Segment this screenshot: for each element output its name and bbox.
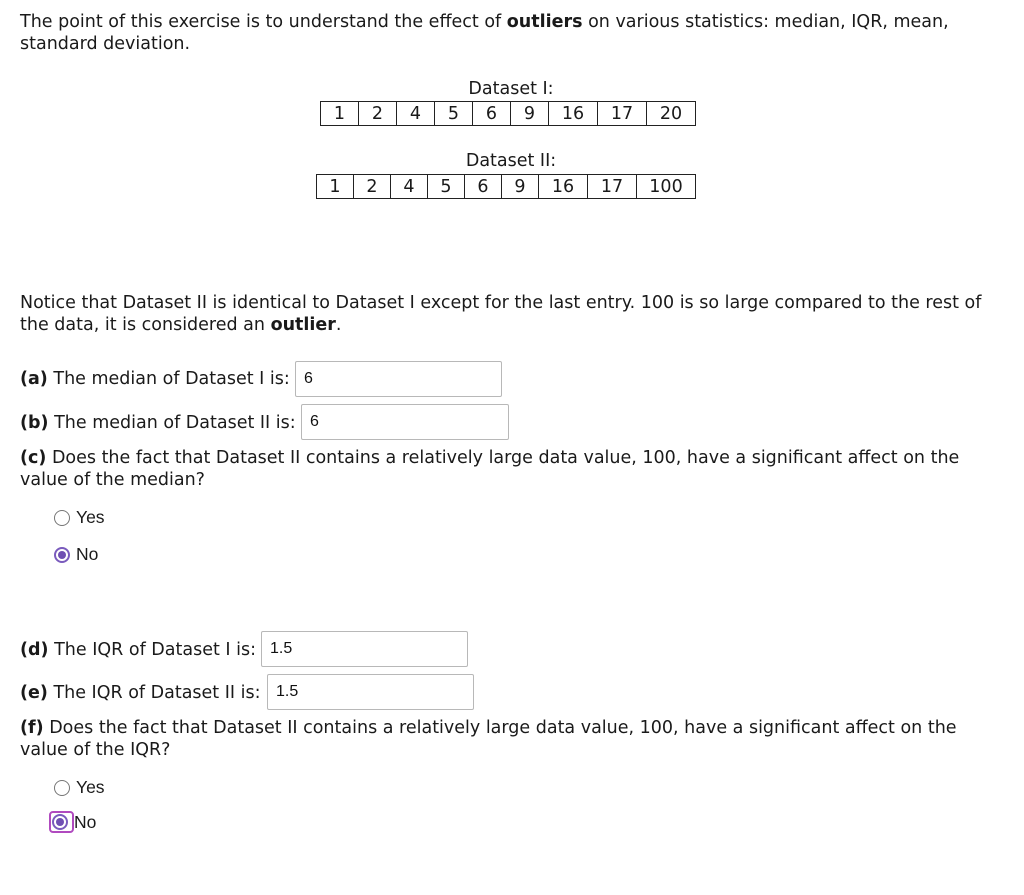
dataset2-cell: 5 <box>428 175 465 199</box>
option-no-label: No <box>74 811 97 832</box>
notice-text: Notice that Dataset II is identical to Dataset I except for the last entry. 100 is so large compared to the rest of the data, it is considered an <box>20 293 982 335</box>
question-a-text: The median of Dataset I is: <box>47 369 290 389</box>
question-b-label: (b) <box>20 413 49 433</box>
dataset2-table <box>316 174 696 199</box>
dataset2-cell: 2 <box>354 175 391 199</box>
intro-text-end: on various statistics: median, IQR, mean, standard deviation. <box>20 12 949 54</box>
dataset2-cell: 16 <box>539 175 588 199</box>
question-a-label: (a) <box>20 369 48 389</box>
option-yes-label: Yes <box>76 507 105 527</box>
dataset2-cell: 9 <box>502 175 539 199</box>
question-f-text: Does the fact that Dataset II contains a relatively large data value, 100, have a significant affect on the value of the IQR? <box>20 718 957 760</box>
dataset1-cell: 1 <box>321 102 359 126</box>
dataset1-cell: 9 <box>511 102 549 126</box>
question-a <box>20 369 290 389</box>
question-c <box>20 447 990 491</box>
radio-unchecked-icon[interactable] <box>54 780 70 796</box>
dataset1-cell: 17 <box>598 102 647 126</box>
dataset1-title: Dataset I: <box>468 79 554 99</box>
dataset2-cell: 1 <box>317 175 354 199</box>
question-f-label: (f) <box>20 718 44 738</box>
iqr-dataset2-input[interactable] <box>267 674 474 710</box>
dataset1-cell: 16 <box>549 102 598 126</box>
question-d-text: The IQR of Dataset I is: <box>48 640 256 660</box>
radio-focus-ring[interactable] <box>49 811 74 833</box>
dataset2-cell: 6 <box>465 175 502 199</box>
question-e <box>20 683 261 703</box>
option-no-label: No <box>76 544 99 564</box>
intro-paragraph <box>20 11 990 55</box>
dataset1-cell: 5 <box>435 102 473 126</box>
notice-paragraph <box>20 292 990 336</box>
question-f <box>20 717 990 761</box>
question-c-option-yes[interactable] <box>54 507 105 528</box>
radio-checked-icon[interactable] <box>52 814 68 830</box>
dataset1-cell: 20 <box>647 102 696 126</box>
dataset1-cell: 6 <box>473 102 511 126</box>
intro-text: The point of this exercise is to understand the effect of <box>20 12 507 32</box>
radio-checked-icon[interactable] <box>54 547 70 563</box>
dataset1-table <box>320 101 696 126</box>
option-yes-label: Yes <box>76 777 105 797</box>
question-d-label: (d) <box>20 640 49 660</box>
notice-text-end: . <box>335 315 342 335</box>
question-b-text: The median of Dataset II is: <box>48 413 296 433</box>
dataset2-cell: 17 <box>588 175 637 199</box>
dataset2-cell: 100 <box>637 175 696 199</box>
radio-unchecked-icon[interactable] <box>54 510 70 526</box>
notice-bold-outlier: outlier <box>270 315 336 335</box>
median-dataset1-input[interactable] <box>295 361 502 397</box>
question-c-option-no[interactable] <box>54 544 98 565</box>
question-e-text: The IQR of Dataset II is: <box>47 683 261 703</box>
dataset1-cell: 2 <box>359 102 397 126</box>
intro-bold-outliers: outliers <box>506 12 583 32</box>
question-c-label: (c) <box>20 448 47 468</box>
iqr-dataset1-input[interactable] <box>261 631 468 667</box>
dataset2-title: Dataset II: <box>465 151 557 171</box>
dataset1-cell: 4 <box>397 102 435 126</box>
question-c-text: Does the fact that Dataset II contains a relatively large data value, 100, have a significant affect on the value of the median? <box>20 448 960 490</box>
question-e-label: (e) <box>20 683 48 703</box>
question-d <box>20 640 256 660</box>
question-f-option-yes[interactable] <box>54 777 105 798</box>
median-dataset2-input[interactable] <box>301 404 509 440</box>
dataset2-cell: 4 <box>391 175 428 199</box>
question-b <box>20 413 296 433</box>
question-f-option-no[interactable] <box>54 811 96 833</box>
